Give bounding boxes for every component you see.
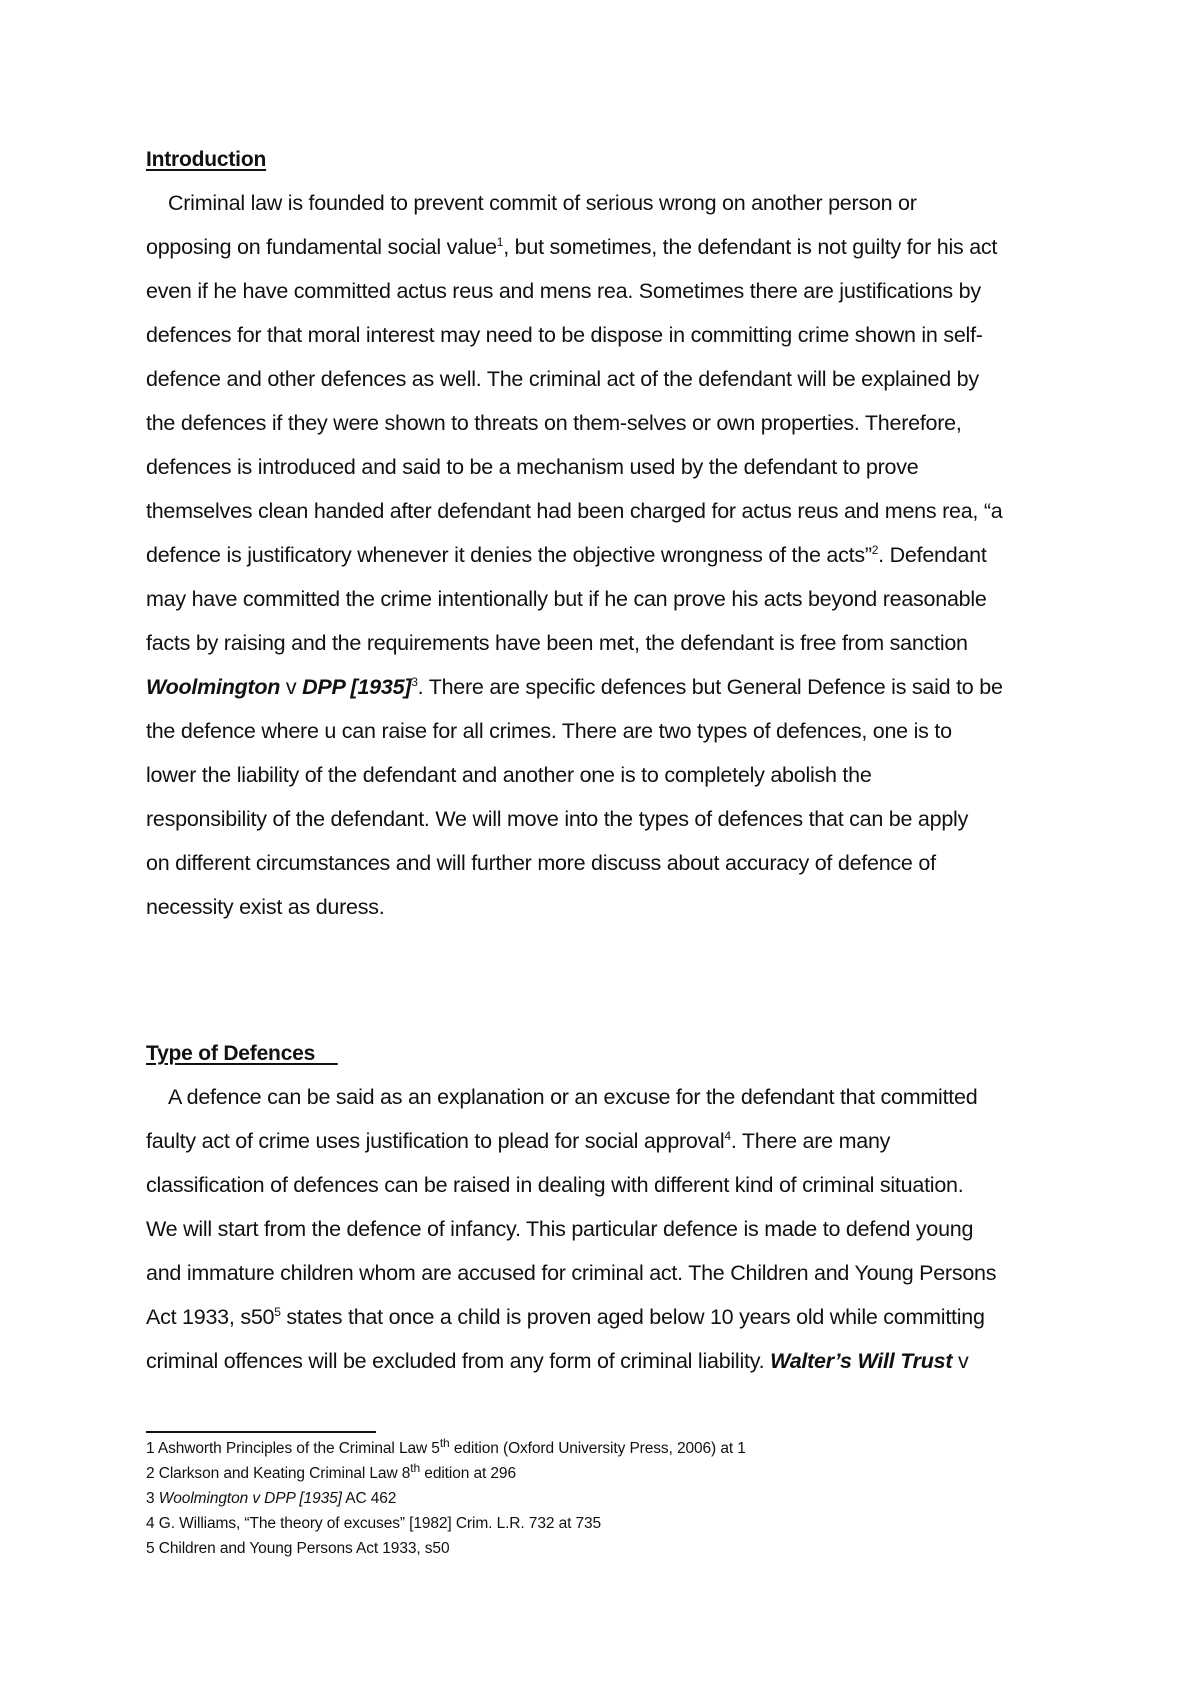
footnote-ref: 5 xyxy=(274,1304,281,1319)
paragraph-line: themselves clean handed after defendant had been charged for actus reus and mens rea, “a xyxy=(146,499,1003,523)
paragraph-line: facts by raising and the requirements have been met, the defendant is free from sanction xyxy=(146,631,968,655)
paragraph-line: opposing on fundamental social value$^1$, but sometimes, the defendant is not guilty for his act xyxy=(146,234,998,259)
case-name: DPP [1935] xyxy=(302,675,412,699)
footnote-3: 3 Woolmington v DPP [1935] AC 462 xyxy=(146,1490,397,1507)
paragraph-line: Woolmington v DPP $[1935]^3$. There are specific defences but General Defence is said to be xyxy=(146,674,1003,699)
paragraph-line: defences for that moral interest may need to be dispose in committing crime shown in self- xyxy=(146,323,983,347)
section-heading-introduction: Introduction xyxy=(146,148,267,171)
case-name: Woolmington xyxy=(146,675,281,699)
footnote-separator xyxy=(146,1431,376,1433)
paragraph-line: We will start from the defence of infancy. This particular defence is made to defend young xyxy=(146,1217,974,1241)
paragraph-line: on different circumstances and will further more discuss about accuracy of defence of xyxy=(146,851,936,875)
footnote-ref: 3 xyxy=(411,674,418,689)
footnote-5: 5 Children and Young Persons Act 1933, s50 xyxy=(146,1540,450,1557)
paragraph-line: the defences if they were shown to threats on them-selves or own properties. Therefore, xyxy=(146,411,962,435)
paragraph-line: defence and other defences as well. The criminal act of the defendant will be explained by xyxy=(146,367,979,391)
paragraph-line: and immature children whom are accused for criminal act. The Children and Young Persons xyxy=(146,1261,997,1285)
paragraph-line: even if he have committed actus reus and mens rea. Sometimes there are justifications by xyxy=(146,279,981,303)
case-name: Walter’s Will Trust xyxy=(770,1349,953,1373)
footnote-ref: 2 xyxy=(871,542,879,557)
paragraph-line: Act 1933, $s50^5$ states that once a child is proven aged below 10 years old while committing xyxy=(146,1304,985,1329)
footnote-1: 1 Ashworth Principles of the Criminal Law 5th edition (Oxford University Press, 2006) at 1 xyxy=(146,1435,746,1457)
paragraph-line: the defence where u can raise for all crimes. There are two types of defences, one is to xyxy=(146,719,952,743)
paragraph-line: faulty act of crime uses justification to plead for social approval$^4$. There are many xyxy=(146,1128,891,1153)
paragraph-line: necessity exist as duress. xyxy=(146,895,385,919)
paragraph-line: classification of defences can be raised in dealing with different kind of criminal situation. xyxy=(146,1173,964,1197)
paragraph-line: lower the liability of the defendant and another one is to completely abolish the xyxy=(146,763,872,787)
footnote-ref: 4 xyxy=(724,1128,731,1143)
paragraph-line: defences is introduced and said to be a mechanism used by the defendant to prove xyxy=(146,455,919,479)
paragraph-line: Criminal law is founded to prevent commit of serious wrong on another person or xyxy=(168,191,917,215)
paragraph-line: defence is justificatory whenever it denies the objective wrongness of the acts”$^2$. Defendant xyxy=(146,542,987,567)
footnote-2: 2 Clarkson and Keating Criminal Law 8th edition at 296 xyxy=(146,1460,516,1482)
paragraph-line: criminal offences will be excluded from any form of criminal liability. Walter’s Will Trust v xyxy=(146,1349,969,1373)
footnote-ref: 1 xyxy=(496,234,504,249)
footnote-4: 4 G. Williams, “The theory of excuses” [1982] Crim. L.R. 732 at 735 xyxy=(146,1515,602,1532)
paragraph-line: A defence can be said as an explanation or an excuse for the defendant that committed xyxy=(168,1085,978,1109)
paragraph-line: responsibility of the defendant. We will move into the types of defences that can be apply xyxy=(146,807,969,831)
section-heading-types: Type of Defences xyxy=(146,1042,338,1065)
paragraph-line: may have committed the crime intentionally but if he can prove his acts beyond reasonable xyxy=(146,587,987,611)
